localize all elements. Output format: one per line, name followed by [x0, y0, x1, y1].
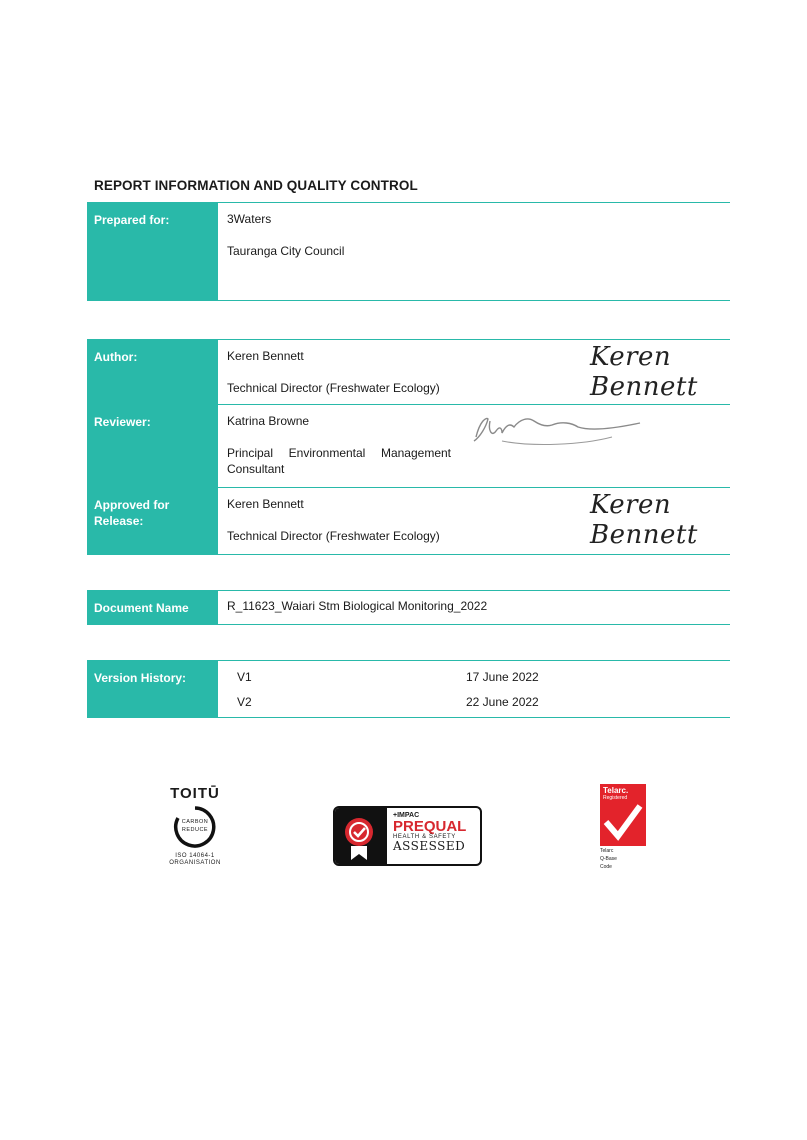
telarc-caption-3: Code	[600, 864, 612, 870]
approver-role: Technical Director (Freshwater Ecology)	[227, 529, 440, 543]
version-date: 17 June 2022	[466, 670, 539, 684]
document-name-label: Document Name	[87, 591, 218, 624]
reviewer-value	[218, 405, 730, 487]
telarc-caption-1: Telarc	[600, 848, 614, 854]
document-name-row	[87, 591, 730, 624]
author-name: Keren Bennett	[227, 349, 304, 363]
telarc-badge	[600, 784, 646, 846]
client-name: 3Waters	[227, 212, 272, 226]
version-history-row	[87, 661, 730, 717]
reviewer-name: Katrina Browne	[227, 414, 310, 428]
telarc-check-icon	[600, 784, 646, 846]
version-date: 22 June 2022	[466, 695, 539, 709]
toitu-ring-text-2: REDUCE	[181, 827, 209, 833]
signoff-table	[87, 339, 730, 555]
carbon-reduce-ring-icon	[172, 804, 218, 850]
reviewer-row	[87, 404, 730, 487]
prequal-text	[393, 812, 466, 852]
prepared-for-table	[87, 202, 730, 301]
toitu-iso: ISO 14064-1	[175, 853, 215, 859]
prequal-status: ASSESSED	[393, 839, 466, 853]
document-name-table	[87, 590, 730, 625]
author-role: Technical Director (Freshwater Ecology)	[227, 381, 440, 395]
version-number: V1	[237, 670, 252, 684]
version-history-label: Version History:	[87, 661, 218, 717]
certification-logos	[0, 780, 807, 880]
prequal-logo	[333, 806, 482, 866]
toitu-organisation: ORGANISATION	[169, 860, 221, 866]
document-name-value: R_11623_Waiari Stm Biological Monitoring_2022	[227, 599, 488, 613]
approved-label: Approved for Release:	[87, 488, 218, 554]
approver-name: Keren Bennett	[227, 497, 304, 511]
approved-value	[218, 488, 730, 554]
telarc-name: Telarc.	[603, 786, 629, 795]
prequal-badge-icon	[335, 808, 387, 864]
prepared-for-value	[218, 203, 730, 300]
author-signature: Keren Bennett	[590, 342, 698, 402]
version-number: V2	[237, 695, 252, 709]
client-organisation: Tauranga City Council	[227, 244, 345, 258]
version-history-table	[87, 660, 730, 718]
toitu-ring-text-1: CARBON	[181, 819, 209, 825]
toitu-logo	[160, 785, 230, 867]
telarc-logo	[600, 784, 646, 870]
reviewer-role: Principal Environmental Management Consultant	[227, 446, 451, 476]
prepared-for-label: Prepared for:	[87, 203, 218, 300]
prequal-brand: +IMPAC	[393, 812, 420, 819]
page-title: REPORT INFORMATION AND QUALITY CONTROL	[94, 178, 418, 193]
telarc-registered: Registered	[603, 795, 628, 801]
author-label: Author:	[87, 340, 218, 404]
author-row	[87, 340, 730, 404]
approver-signature: Keren Bennett	[590, 490, 698, 550]
reviewer-label: Reviewer:	[87, 405, 218, 487]
prequal-sub: HEALTH & SAFETY	[393, 834, 456, 840]
author-value	[218, 340, 730, 404]
prepared-for-row	[87, 203, 730, 300]
telarc-caption-2: Q-Base	[600, 856, 617, 862]
toitu-wordmark: TOITŪ	[170, 785, 220, 802]
prequal-name: PREQUAL	[393, 818, 467, 835]
approved-row	[87, 487, 730, 554]
reviewer-signature	[462, 411, 662, 451]
